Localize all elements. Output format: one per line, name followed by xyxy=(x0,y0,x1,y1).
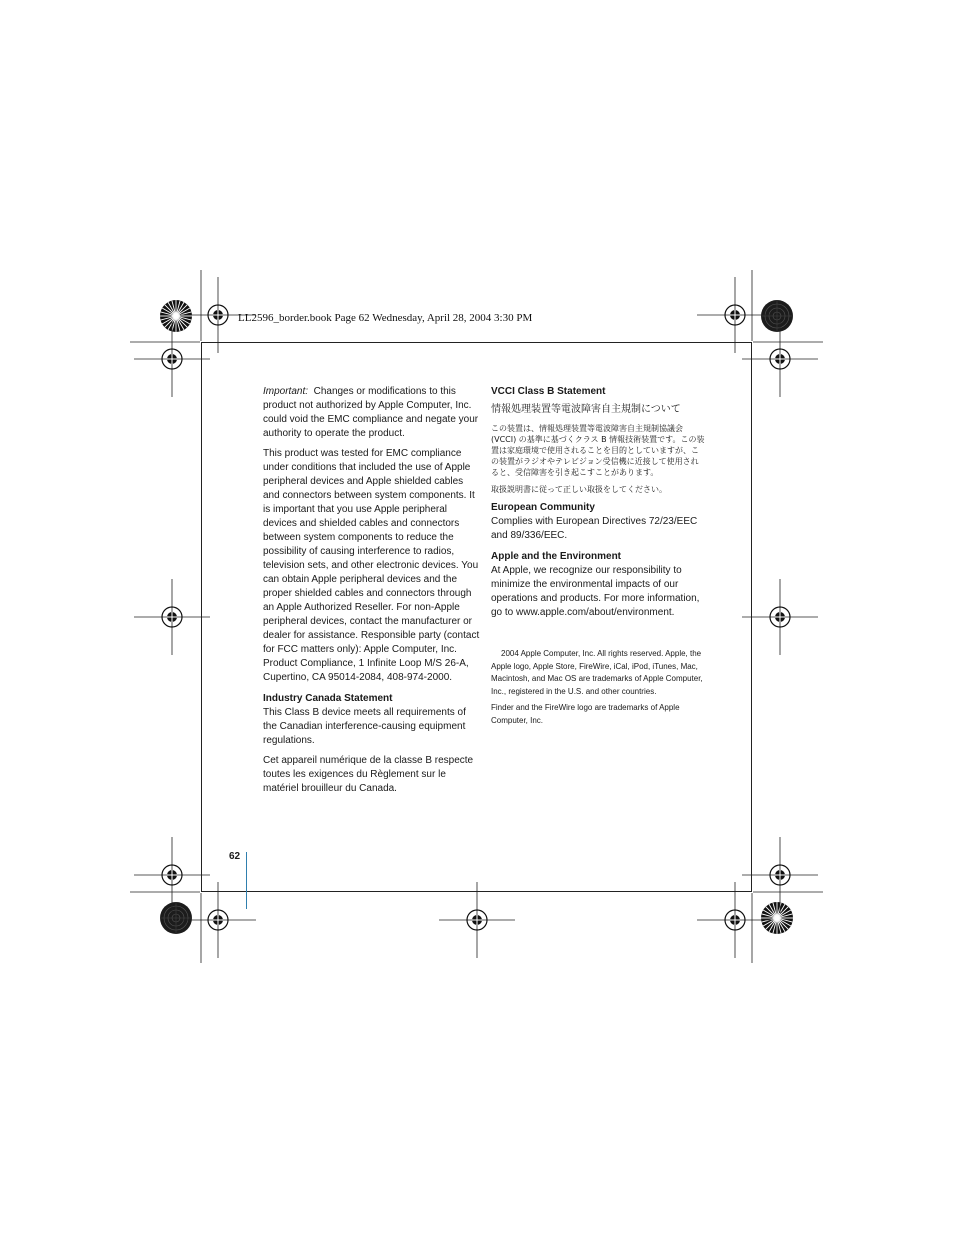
legal-notices xyxy=(491,648,705,727)
page-number-rule xyxy=(246,852,247,909)
vcci-jp-title: 情報処理装置等電波障害自主規制について xyxy=(491,404,681,415)
important-label: Important: xyxy=(263,386,309,397)
vcci-heading: VCCI Class B Statement xyxy=(491,386,606,397)
copyright-body: 2004 Apple Computer, Inc. All rights reserved. Apple, the Apple logo, Apple Store, FireWire, iCal, iPod, iTunes, Mac, Macintosh, and Mac OS are trademarks of Apple Computer, Inc., registered in the U.S. and other countries. xyxy=(491,649,703,696)
important-text: Changes or modifications to this product not authorized by Apple Computer, Inc. could void the EMC compliance and negate your authority to operate the product. xyxy=(263,386,479,439)
environment-text: At Apple, we recognize our responsibility to minimize the environmental impacts of our operations and products. For more information, go to www.apple.com/about/environment. xyxy=(491,565,700,618)
fcc-paragraph: This product was tested for EMC compliance under conditions that included the use of Apple peripheral devices and Apple shielded cables and connectors between system components. It is important that you use Apple peripheral devices and shielded cables and connectors between system components to reduce the possibility of causing interference to radios, television sets, and other electronic devices. You can obtain Apple peripheral devices and the proper shielded cables and connectors through an Apple Authorized Reseller. For non-Apple peripheral devices, contact the manufacturer or dealer for assistance. Responsible party (contact for FCC matters only): Apple Computer, Inc. Product Compliance, 1 Infinite Loop M/S 26-A, Cupertino, CA 95014-2084, 408-974-2000. xyxy=(263,448,480,683)
finder-trademark-text: Finder and the FireWire logo are trademarks of Apple Computer, Inc. xyxy=(491,703,680,725)
left-column xyxy=(263,385,481,802)
canada-text-en: This Class B device meets all requirements of the Canadian interference-causing equipment regulations. xyxy=(263,707,466,746)
canada-heading: Industry Canada Statement xyxy=(263,693,393,704)
right-column xyxy=(491,385,705,731)
copyright-text xyxy=(491,648,705,698)
vcci-jp-body2: 取扱説明書に従って正しい取扱をしてください。 xyxy=(491,485,667,494)
environment-heading: Apple and the Environment xyxy=(491,551,622,562)
book-slug: LL2596_border.book Page 62 Wednesday, April 28, 2004 3:30 PM xyxy=(238,312,533,324)
page-number: 62 xyxy=(229,851,241,862)
vcci-jp-body: この装置は、情報処理装置等電波障害自主規制協議会 (VCCI) の基準に基づくクラス B 情報技術装置です。この装置は家庭環境で使用されることを目的としていますが、この装置がラジオやテレビジョン受信機に近接して使用されると、受信障害を引き起こすことがあります。 xyxy=(491,424,705,477)
eu-heading: European Community xyxy=(491,502,595,513)
important-paragraph xyxy=(263,385,481,441)
eu-text: Complies with European Directives 72/23/EEC and 89/336/EEC. xyxy=(491,516,698,541)
canada-text-fr: Cet appareil numérique de la classe B respecte toutes les exigences du Règlement sur le matériel brouilleur du Canada. xyxy=(263,755,474,794)
